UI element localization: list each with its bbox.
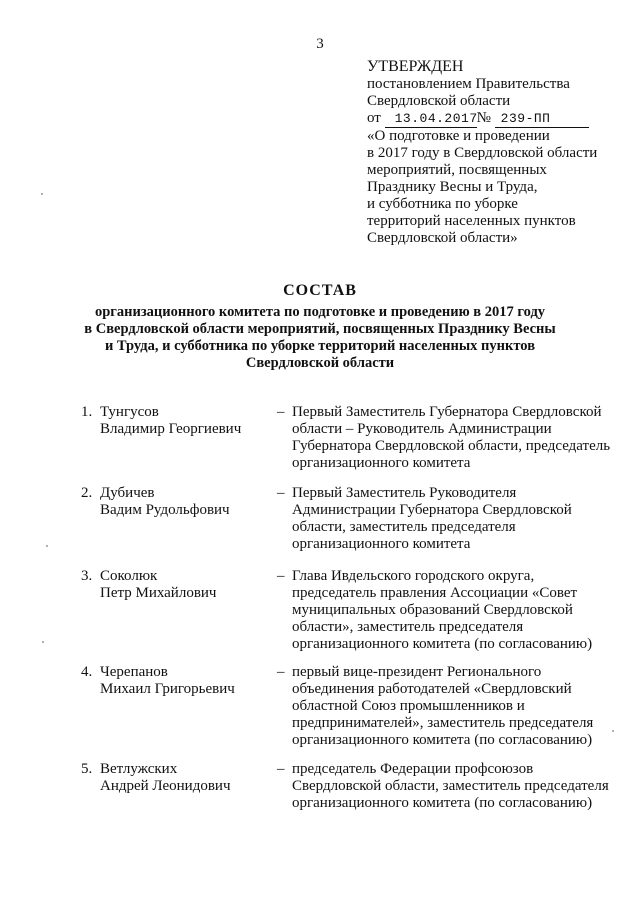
member-given-name: Владимир Георгиевич: [100, 421, 242, 437]
member-surname: Ветлужских: [100, 761, 178, 777]
scan-speck: [42, 641, 44, 643]
member-surname: Тунгусов: [100, 404, 159, 420]
page-number: 3: [316, 36, 324, 52]
member-surname: Черепанов: [100, 664, 168, 680]
approval-number: 239-ПП: [495, 110, 589, 128]
heading-subtitle-line: Свердловской области: [245, 355, 395, 371]
member-name: [100, 664, 270, 698]
heading-subtitle: [60, 304, 580, 372]
member-role: [292, 404, 612, 472]
member-role-line: области», заместитель председателя: [292, 619, 524, 635]
member-number: 2.: [81, 485, 93, 501]
member-role-line: председатель Федерации профсоюзов: [292, 761, 534, 777]
member-role-line: Губернатора Свердловской области, председатель: [292, 438, 611, 454]
member-dash: –: [277, 664, 285, 680]
date-prefix: от: [367, 110, 381, 126]
member-role: [292, 485, 612, 553]
resolution-title: [367, 128, 627, 247]
member-role-line: Первый Заместитель Губернатора Свердловской: [292, 404, 602, 420]
member-name: [100, 404, 270, 438]
member-role-line: области, заместитель председателя: [292, 519, 516, 535]
member-name: [100, 485, 270, 519]
member-name: [100, 568, 270, 602]
member-dash: –: [277, 485, 285, 501]
member-number: 1.: [81, 404, 93, 420]
heading-title: СОСТАВ: [283, 282, 357, 299]
member-role-line: Администрации Губернатора Свердловской: [292, 502, 572, 518]
member-role-line: организационного комитета (по согласованию): [292, 795, 593, 811]
resolution-title-line: «О подготовке и проведении: [367, 128, 550, 144]
member-role: [292, 568, 612, 653]
approval-date-line: [367, 110, 627, 128]
member-role-line: Первый Заместитель Руководителя: [292, 485, 517, 501]
member-dash: –: [277, 404, 285, 420]
member-role-line: муниципальных образований Свердловской: [292, 602, 573, 618]
document-heading: [60, 282, 580, 372]
member-role-line: председатель правления Ассоциации «Совет: [292, 585, 578, 601]
member-role-line: организационного комитета (по согласованию): [292, 636, 593, 652]
member-dash: –: [277, 568, 285, 584]
number-prefix: №: [476, 110, 491, 126]
member-role-line: организационного комитета: [292, 536, 471, 552]
approval-date: 13.04.2017: [385, 110, 477, 128]
resolution-title-line: территорий населенных пунктов: [367, 213, 576, 229]
resolution-title-line: Празднику Весны и Труда,: [367, 179, 538, 195]
scan-speck: [41, 193, 43, 195]
member-given-name: Михаил Григорьевич: [100, 681, 235, 697]
heading-subtitle-line: в Свердловской области мероприятий, посвященных Празднику Весны: [84, 321, 556, 337]
resolution-title-line: Свердловской области»: [367, 230, 518, 246]
member-given-name: Андрей Леонидович: [100, 778, 231, 794]
heading-subtitle-line: организационного комитета по подготовке и проведению в 2017 году: [94, 304, 546, 320]
scan-speck: [46, 545, 48, 547]
heading-subtitle-line: и Труда, и субботника по уборке территорий населенных пунктов: [104, 338, 536, 354]
scan-speck: [612, 730, 614, 732]
member-given-name: Петр Михайлович: [100, 585, 217, 601]
member-role: [292, 761, 612, 812]
resolution-title-line: в 2017 году в Свердловской области: [367, 145, 598, 161]
member-name: [100, 761, 270, 795]
member-number: 5.: [81, 761, 93, 777]
member-role-line: объединения работодателей «Свердловский: [292, 681, 572, 697]
member-role-line: Свердловской области, заместитель председателя: [292, 778, 609, 794]
approval-title: УТВЕРЖДЕН: [367, 58, 464, 75]
member-role-line: организационного комитета (по согласованию): [292, 732, 593, 748]
member-given-name: Вадим Рудольфович: [100, 502, 230, 518]
member-role-line: организационного комитета: [292, 455, 471, 471]
approval-line-2: Свердловской области: [367, 93, 511, 109]
member-role-line: Глава Ивдельского городского округа,: [292, 568, 535, 584]
member-role: [292, 664, 612, 749]
member-surname: Соколюк: [100, 568, 158, 584]
member-role-line: предпринимателей», заместитель председателя: [292, 715, 594, 731]
member-surname: Дубичев: [100, 485, 155, 501]
member-role-line: областной Союз промышленников и: [292, 698, 525, 714]
member-role-line: области – Руководитель Администрации: [292, 421, 552, 437]
member-dash: –: [277, 761, 285, 777]
approval-line-1: постановлением Правительства: [367, 76, 570, 92]
approval-block: [367, 57, 627, 247]
member-number: 3.: [81, 568, 93, 584]
resolution-title-line: мероприятий, посвященных: [367, 162, 547, 178]
resolution-title-line: и субботника по уборке: [367, 196, 518, 212]
member-number: 4.: [81, 664, 93, 680]
member-role-line: первый вице-президент Регионального: [292, 664, 542, 680]
